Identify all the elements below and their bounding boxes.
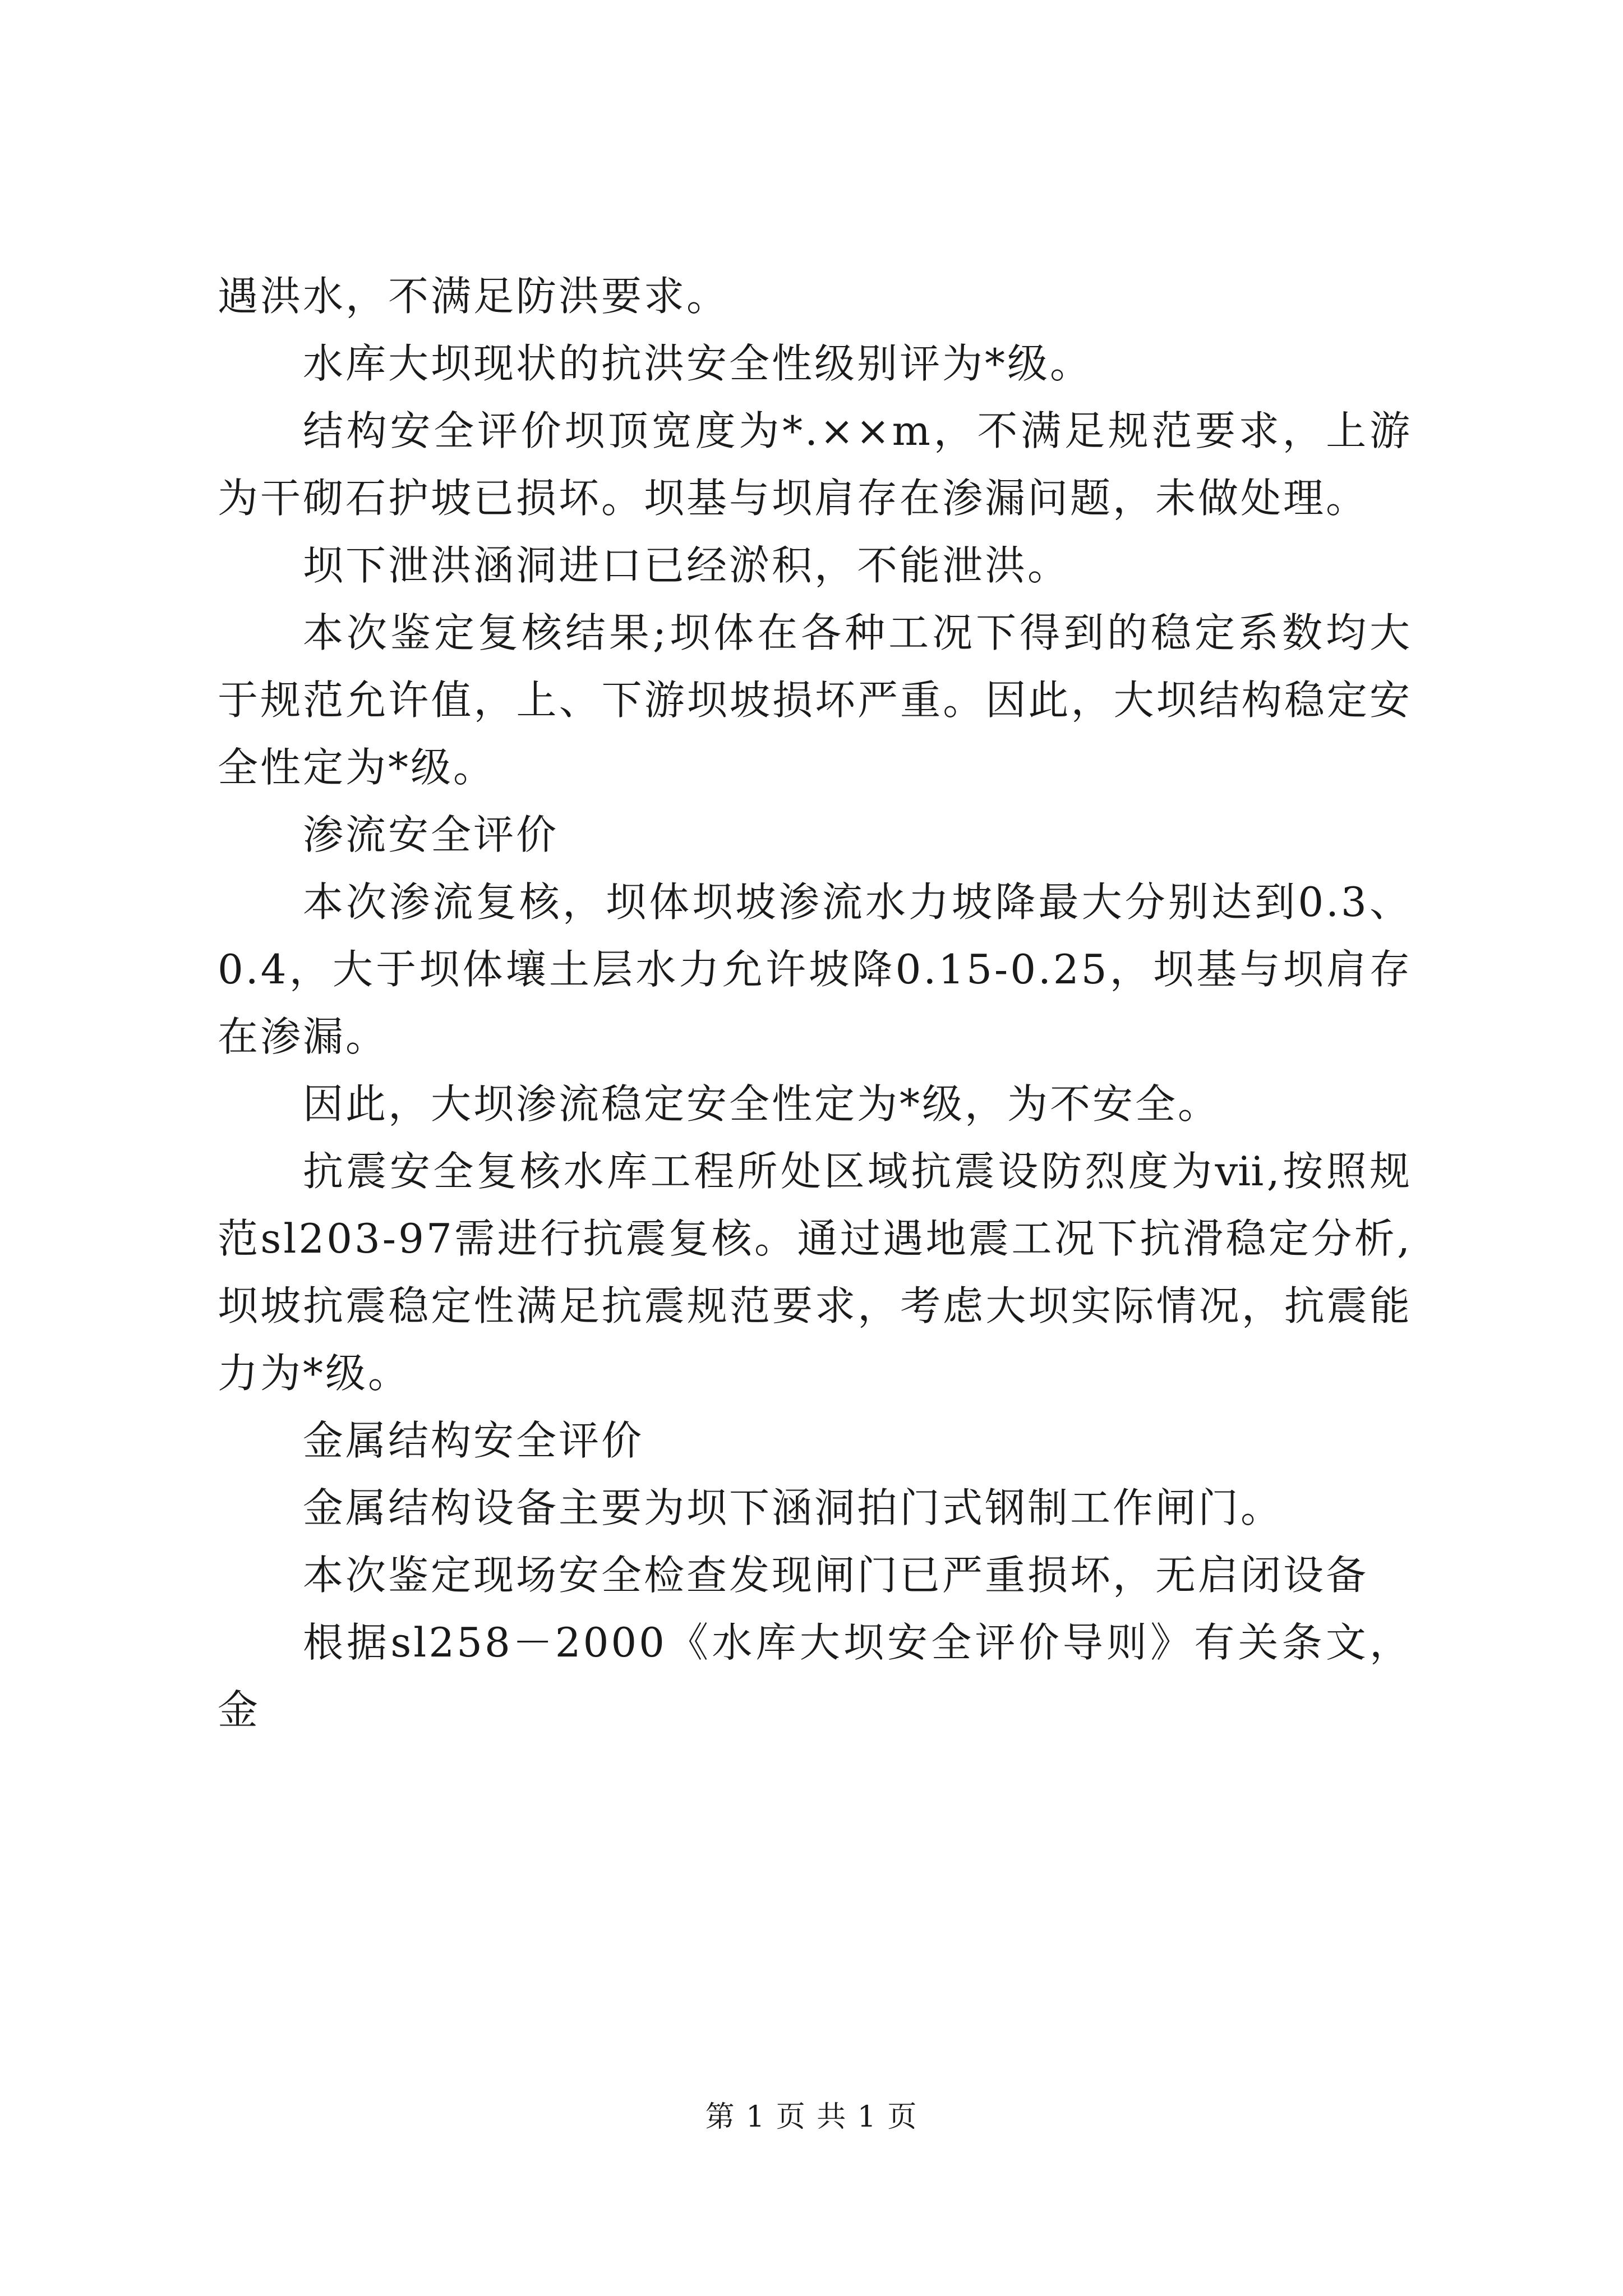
paragraph: 坝下泄洪涵洞进口已经淤积，不能泄洪。 [303,542,1071,589]
paragraph: 本次鉴定复核结果;坝体在各种工况下得到的稳定系数均大于规范允许值，上、下游坝坡损坏严重。因此，大坝结构稳定安全性定为*级。 [218,609,1412,791]
document-body [218,263,1412,1743]
paragraph: 本次鉴定现场安全检查发现闸门已严重损坏，无启闭设备 [303,1552,1369,1599]
section-heading: 渗流安全评价 [303,811,559,858]
paragraph: 本次渗流复核，坝体坝坡渗流水力坡降最大分别达到0.3、0.4，大于坝体壤土层水力允许坡降0.15-0.25，坝基与坝肩存在渗漏。 [218,878,1412,1060]
section-heading: 金属结构安全评价 [303,1417,644,1464]
paragraph: 金属结构设备主要为坝下涵洞拍门式钢制工作闸门。 [303,1484,1284,1531]
paragraph: 水库大坝现状的抗洪安全性级别评为*级。 [303,340,1093,387]
paragraph: 根据sl258－2000《水库大坝安全评价导则》有关条文，金 [218,1619,1412,1733]
paragraph: 抗震安全复核水库工程所处区域抗震设防烈度为ⅶ,按照规范sl203-97需进行抗震复核。通过遇地震工况下抗滑稳定分析,坝坡抗震稳定性满足抗震规范要求，考虑大坝实际情况，抗震能力为*级。 [218,1148,1412,1397]
page-number-footer: 第 1 页 共 1 页 [705,2100,918,2134]
paragraph: 因此，大坝渗流稳定安全性定为*级，为不安全。 [303,1080,1221,1128]
paragraph: 遇洪水，不满足防洪要求。 [218,273,730,320]
paragraph: 结构安全评价坝顶宽度为*.××m，不满足规范要求，上游为干砌石护坡已损坏。坝基与坝肩存在渗漏问题，未做处理。 [218,407,1412,522]
